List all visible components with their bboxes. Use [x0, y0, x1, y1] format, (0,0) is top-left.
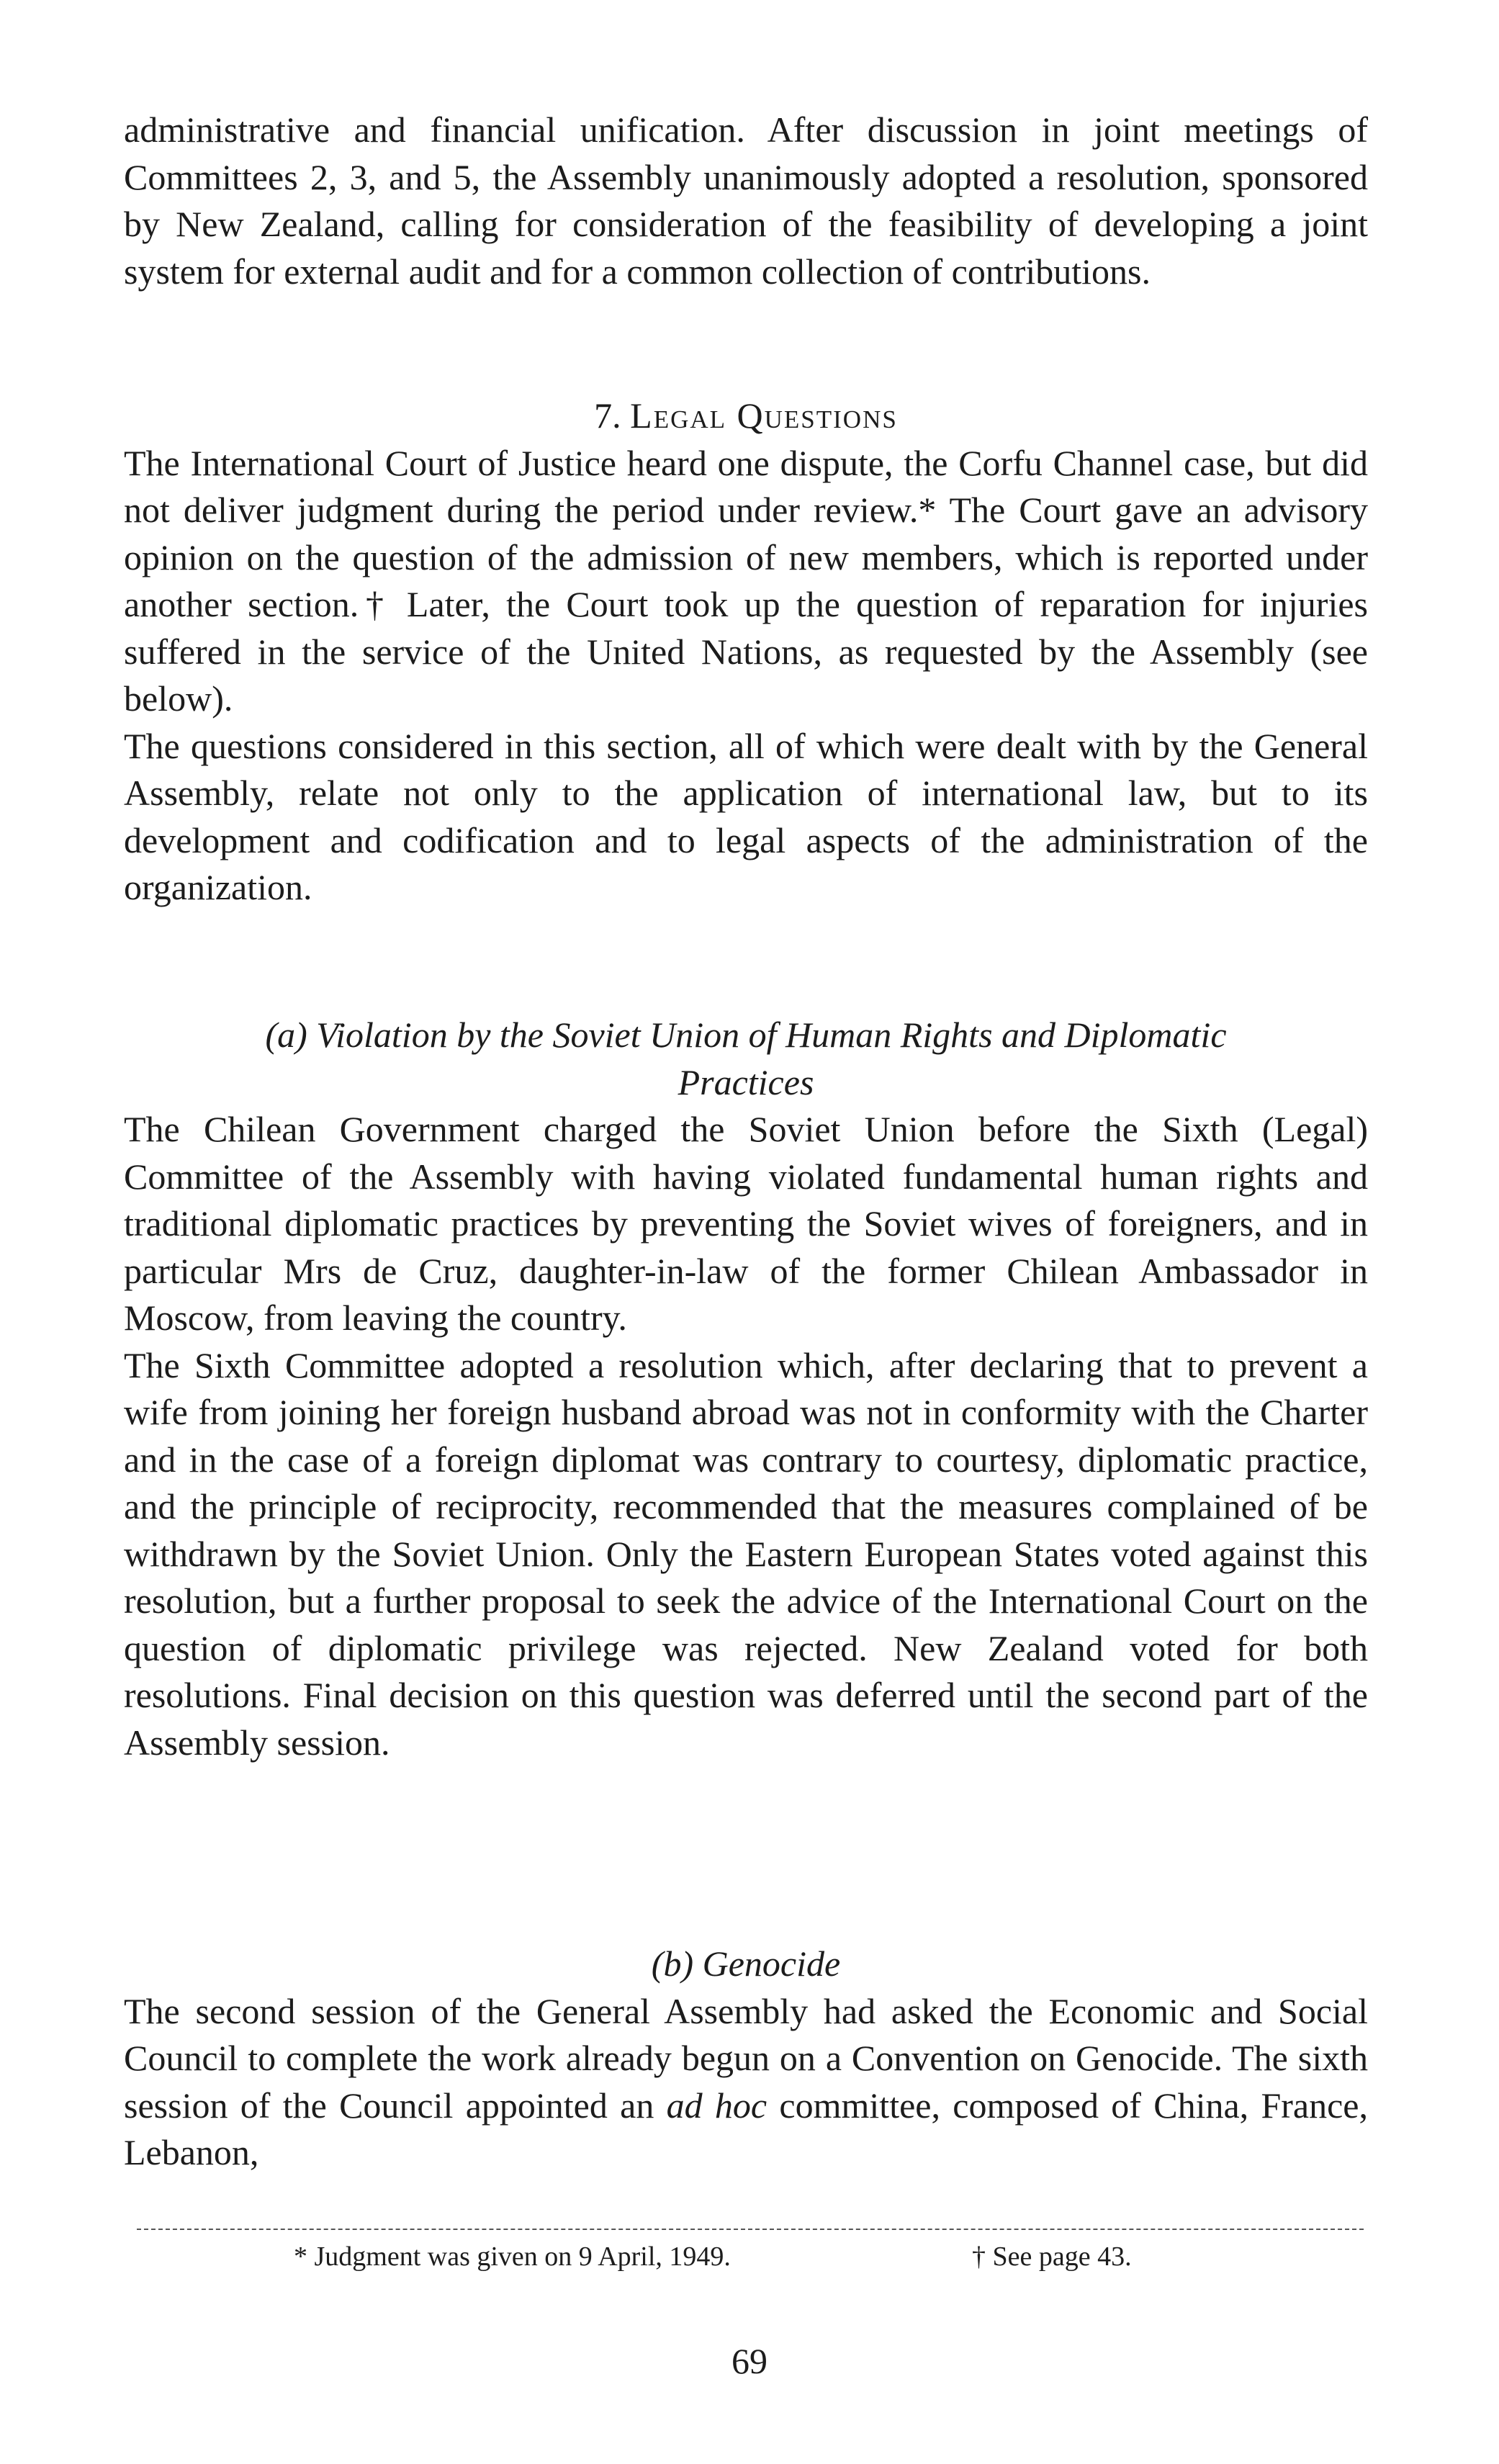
subsection-a-paragraph-2: The Sixth Committee adopted a resolution which, after declaring that to prevent a wife from joining her foreign husband abroad was not in conformity with the Charter and in the case of a foreign diplomat was contrary to courtesy, diplomatic practice, and the principle of reciprocity, recommended that the measures complained of be withdrawn by the Soviet Union. Only the Eastern European States voted against this resolution, but a further proposal to seek the advice of the International Court on the question of diplomatic privilege was rejected. New Zealand voted for both resolutions. Final decision on this question was deferred until the second part of the Assembly session. — [124, 1344, 1368, 1763]
subsection-a-title-line1: Violation by the Soviet Union of Human Rights and Diplomatic — [316, 1015, 1227, 1055]
subsection-a-label: (a) — [265, 1015, 307, 1055]
subsection-b-text-end: committee, composed of China, France, Lebanon, — [124, 2085, 1368, 2172]
section-paragraph-2: The questions considered in this section, all of which were dealt with by the General Assembly, relate not only to the application of international law, but to its development and codification and to legal aspects of the administration of the organization. — [124, 725, 1368, 907]
subsection-b-title — [124, 1941, 1368, 1988]
page-number: 69 — [732, 2341, 767, 2381]
subsection-b-title-text: Genocide — [702, 1943, 841, 1984]
subsection-b-italic: ad hoc — [666, 2085, 767, 2126]
subsection-a-title — [124, 1012, 1368, 1106]
section-title: Legal Questions — [630, 395, 898, 436]
subsection-a-paragraph-1: The Chilean Government charged the Soviet Union before the Sixth (Legal) Committee of the Assembly with having violated fundamental human rights and traditional diplomatic practices by preventing the Soviet wives of foreigners, and in particular Mrs de Cruz, daughter-in-law of the former Chilean Ambassador in Moscow, from leaving the country. — [124, 1109, 1368, 1338]
section-legal-questions — [124, 392, 1368, 912]
section-number: 7. — [594, 395, 621, 436]
footnote-divider — [137, 2229, 1364, 2230]
subsection-b-paragraph — [124, 1988, 1368, 2177]
footnote-2: † See page 43. — [972, 2242, 1132, 2272]
subsection-a — [124, 1012, 1368, 1766]
section-paragraph-1: The International Court of Justice heard one dispute, the Corfu Channel case, but did not deliver judgment during the period under review.* The Court gave an advisory opinion on the question of the admission of new members, which is reported under another section.† Later, the Court took up the question of reparation for injuries suffered in the service of the United Nations, as requested by the Assembly (see below). — [124, 442, 1368, 719]
subsection-a-title-line2: Practices — [678, 1061, 814, 1102]
subsection-b — [124, 1941, 1368, 2177]
subsection-b-label: (b) — [651, 1943, 694, 1984]
footnote-1: * Judgment was given on 9 April, 1949. — [294, 2242, 731, 2272]
intro-paragraph: administrative and financial unification. After discussion in joint meetings of Committees 2, 3, and 5, the Assembly unanimously adopted a resolution, sponsored by New Zealand, calling for consideration of the feasibility of developing a joint system for external audit and for a common collection of contributions. — [124, 109, 1368, 292]
intro-block — [124, 107, 1368, 295]
section-heading — [124, 392, 1368, 440]
subsection-b-text-start: The second session of the General Assembly had asked the Economic and Social Council to complete the work already begun on a Convention on Genocide. The sixth session of the Council appointed an — [124, 1990, 1368, 2126]
